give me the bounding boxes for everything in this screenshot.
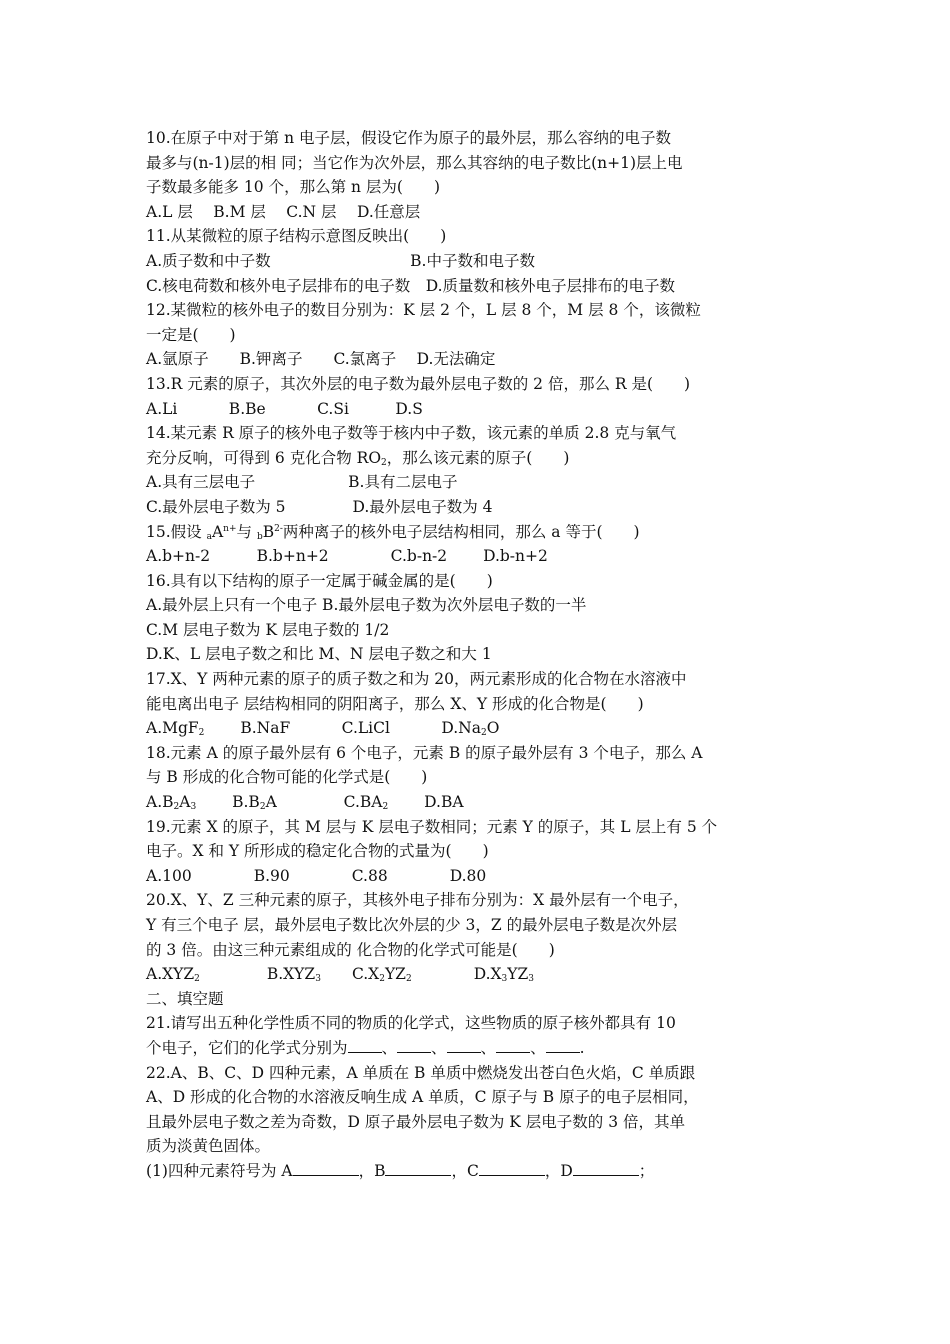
answer-blank[interactable] — [546, 1038, 580, 1053]
q18-options-text: A.B — [146, 793, 174, 812]
subscript: 2 — [379, 974, 385, 985]
q15-options-text: A.b+n-2 B.b+n+2 C.b-n-2 D.b-n+2 — [146, 547, 548, 566]
subscript: 2 — [405, 974, 412, 985]
q16-option-c — [146, 618, 806, 643]
presubscript: a — [206, 531, 212, 542]
subscript: 2 — [173, 802, 180, 813]
q12-options — [146, 347, 806, 372]
q22-line-2 — [146, 1085, 806, 1110]
q17-options — [146, 716, 806, 741]
q22-text: 22.A、B、C、D 四种元素，A 单质在 B 单质中燃烧发出苍白色火焰，C 单质跟 — [146, 1063, 696, 1082]
q12-text: 12.某微粒的核外电子的数目分别为：K 层 2 个，L 层 8 个，M 层 8 个，该微粒 — [146, 301, 701, 320]
q14-text: 14.某元素 R 原子的核外电子数等于核内中子数，该元素的单质 2.8 克与氧气 — [146, 424, 677, 443]
q22-line-3 — [146, 1110, 806, 1135]
subscript: 2 — [194, 974, 200, 985]
superscript: 2- — [274, 523, 283, 534]
q22-text: (1)四种元素符号为 A — [146, 1161, 293, 1180]
subscript: 2 — [480, 728, 487, 739]
q10-text: 子数最多能多 10 个，那么第 n 层为( ) — [146, 178, 441, 197]
q22-line-1 — [146, 1061, 806, 1086]
q15-options — [146, 544, 806, 569]
q10-line-1 — [146, 126, 806, 151]
q15-text: 与 — [236, 522, 257, 541]
q12-options-text: A.氩原子 B.钾离子 C.氯离子 D.无法确定 — [146, 350, 496, 369]
q22-text: ，D — [544, 1161, 573, 1180]
answer-blank[interactable] — [496, 1038, 530, 1053]
q20-options-text: A.XYZ — [146, 965, 195, 984]
q22-text: A、D 形成的化合物的水溶液反响生成 A 单质，C 原子与 B 原子的电子层相同， — [146, 1088, 699, 1107]
subscript: 3 — [315, 974, 321, 985]
q19-line-2 — [146, 839, 806, 864]
q20-options-text: B.XYZ — [199, 965, 316, 984]
subscript: 2 — [381, 457, 387, 468]
q22-text: 质为淡黄色固体。 — [146, 1137, 271, 1156]
q16-options-text: A.最外层上只有一个电子 B.最外层电子数为次外层电子数的一半 — [146, 596, 587, 615]
q13-options — [146, 397, 806, 422]
ion-symbol: B — [262, 522, 275, 541]
q13-line-1 — [146, 372, 806, 397]
q20-options — [146, 962, 806, 987]
subscript: 2 — [382, 802, 389, 813]
separator: 、 — [381, 1038, 398, 1057]
q20-options-text: YZ — [384, 965, 406, 984]
separator: 、 — [530, 1038, 546, 1057]
q11-options-ab — [146, 249, 806, 274]
q19-text: 电子。X 和 Y 所形成的稳定化合物的式量为( ) — [146, 842, 489, 861]
q21-text: 个电子，它们的化学式分别为 — [146, 1038, 348, 1057]
q19-text: 19.元素 X 的原子，其 M 层与 K 层电子数相同；元素 Y 的原子，其 L 层上有 5 个 — [146, 817, 718, 836]
q13-text: 13.R 元素的原子，其次外层的电子数为最外层电子数的 2 倍，那么 R 是( ) — [146, 374, 691, 393]
answer-blank[interactable] — [348, 1038, 382, 1053]
q11-text: 11.从某微粒的原子结构示意图反映出( ) — [146, 227, 447, 246]
period: . — [579, 1038, 585, 1057]
q10-line-3 — [146, 175, 806, 200]
q14-options-cd — [146, 495, 806, 520]
q21-line-1 — [146, 1011, 806, 1036]
q22-text: ； — [638, 1161, 655, 1180]
q18-text: 与 B 形成的化合物可能的化学式是( ) — [146, 768, 428, 787]
q17-options-text: B.NaF C.LiCl D.Na — [204, 719, 481, 738]
subscript: 3 — [501, 974, 508, 985]
presubscript: b — [256, 531, 263, 542]
q17-options-text: O — [486, 719, 500, 738]
subscript: 3 — [190, 802, 197, 813]
subscript: 2 — [198, 728, 205, 739]
q17-line-2 — [146, 692, 806, 717]
answer-blank[interactable] — [447, 1038, 481, 1053]
q19-line-1 — [146, 815, 806, 840]
q20-line-2 — [146, 913, 806, 938]
q20-options-text: D.X — [411, 965, 502, 984]
q11-options-cd — [146, 274, 806, 299]
q12-line-2 — [146, 323, 806, 348]
subscript: 2 — [259, 802, 266, 813]
q20-text: Y 有三个电子 层，最外层电子数比次外层的少 3，Z 的最外层电子数是次外层 — [146, 916, 678, 934]
q22-line-4 — [146, 1134, 806, 1159]
answer-blank[interactable] — [293, 1161, 359, 1176]
answer-blank[interactable] — [397, 1038, 431, 1053]
q12-text: 一定是( ) — [146, 325, 236, 344]
answer-blank[interactable] — [385, 1161, 451, 1176]
q18-options-text: B.B — [196, 793, 260, 812]
q22-text: ，B — [358, 1161, 386, 1180]
q10-options — [146, 200, 806, 225]
q17-line-1 — [146, 667, 806, 692]
q21-text: 21.请写出五种化学性质不同的物质的化学式，这些物质的原子核外都具有 10 — [146, 1014, 676, 1033]
q11-options-text: A.质子数和中子数 B.中子数和电子数 — [146, 251, 535, 270]
q20-text: 的 3 倍。由这三种元素组成的 化合物的化学式可能是( ) — [146, 940, 555, 959]
separator: 、 — [431, 1038, 447, 1057]
q14-line-2 — [146, 446, 806, 471]
q18-options-text: A — [179, 793, 191, 812]
q14-options-text: C.最外层电子数为 5 D.最外层电子数为 4 — [146, 497, 493, 516]
q22-subquestion-1 — [146, 1159, 806, 1184]
q17-text: 17.X、Y 两种元素的原子的质子数之和为 20，两元素形成的化合物在水溶液中 — [146, 670, 687, 689]
q16-options-text: D.K、L 层电子数之和比 M、N 层电子数之和大 1 — [146, 645, 492, 664]
q20-options-text: YZ — [507, 965, 529, 984]
q16-text: 16.具有以下结构的原子一定属于碱金属的是( ) — [146, 571, 493, 590]
q20-line-3 — [146, 938, 806, 963]
q18-options — [146, 790, 806, 815]
separator: 、 — [480, 1038, 497, 1057]
section-heading-fill-in — [146, 987, 806, 1012]
q11-line-1 — [146, 224, 806, 249]
q18-options-text: D.BA — [388, 793, 464, 812]
q20-options-text: C.X — [320, 965, 380, 984]
q22-text: ，C — [451, 1161, 479, 1180]
q20-line-1 — [146, 888, 806, 913]
q13-options-text: A.Li B.Be C.Si D.S — [146, 399, 423, 418]
q10-text: 10.在原子中对于第 n 电子层，假设它作为原子的最外层，那么容纳的电子数 — [146, 129, 671, 147]
q17-options-text: A.MgF — [146, 719, 199, 738]
q21-line-2 — [146, 1036, 806, 1061]
q14-line-1 — [146, 421, 806, 446]
q18-line-2 — [146, 765, 806, 790]
q10-options-text: A.L 层 B.M 层 C.N 层 D.任意层 — [146, 202, 421, 221]
q10-text: 最多与(n-1)层的相 同；当它作为次外层，那么其容纳的电子数比(n+1)层上电 — [146, 153, 683, 172]
q12-line-1 — [146, 298, 806, 323]
q18-line-1 — [146, 741, 806, 766]
q19-options-text: A.100 B.90 C.88 D.80 — [146, 866, 487, 885]
q22-text: 且最外层电子数之差为奇数，D 原子最外层电子数为 K 层电子数的 3 倍，其单 — [146, 1112, 686, 1131]
q15-text: 15.假设 — [146, 522, 207, 541]
answer-blank[interactable] — [573, 1161, 639, 1176]
q17-text: 能电离出电子 层结构相同的阴阳离子，那么 X、Y 形成的化合物是( ) — [146, 694, 644, 713]
q15-text: 两种离子的核外电子层结构相同，那么 a 等于( ) — [282, 522, 640, 541]
q14-options-text: A.具有三层电子 B.具有二层电子 — [146, 473, 458, 492]
q16-options-text: C.M 层电子数为 K 层电子数的 1/2 — [146, 620, 390, 639]
q15-line-1 — [146, 520, 806, 545]
q14-options-ab — [146, 470, 806, 495]
q14-text: ，那么该元素的原子( ) — [386, 448, 570, 467]
q16-option-d — [146, 642, 806, 667]
q14-text: 充分反响，可得到 6 克化合物 RO — [146, 448, 382, 467]
document-page — [146, 126, 806, 1184]
q19-options — [146, 864, 806, 889]
q20-text: 20.X、Y、Z 三种元素的原子，其核外电子排布分别为：X 最外层有一个电子， — [146, 891, 689, 910]
q16-line-1 — [146, 569, 806, 594]
q10-line-2 — [146, 151, 806, 176]
q16-options-ab — [146, 593, 806, 618]
answer-blank[interactable] — [479, 1161, 545, 1176]
ion-symbol: A — [211, 522, 224, 541]
subscript: 3 — [528, 974, 535, 985]
q11-options-text: C.核电荷数和核外电子层排布的电子数 D.质量数和核外电子层排布的电子数 — [146, 276, 676, 295]
q18-options-text: A C.BA — [265, 793, 383, 812]
q18-text: 18.元素 A 的原子最外层有 6 个电子，元素 B 的原子最外层有 3 个电子，那么 A — [146, 743, 703, 762]
superscript: n+ — [223, 523, 237, 534]
section-title: 二、填空题 — [146, 989, 224, 1008]
